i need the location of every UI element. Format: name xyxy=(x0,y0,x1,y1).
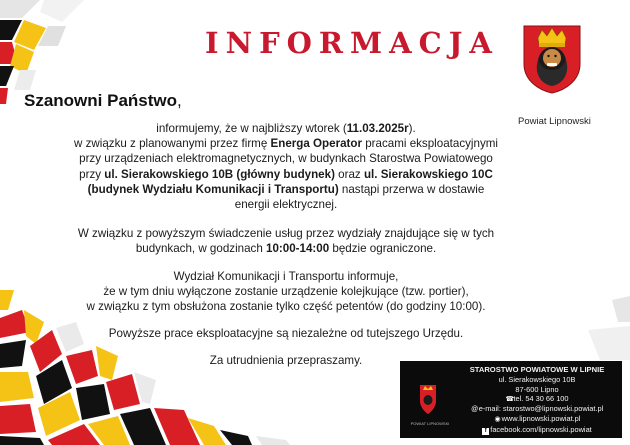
address-second-building: ul. Sierakowskiego 10C xyxy=(363,167,493,181)
greeting xyxy=(24,91,182,111)
paragraph-5: Za utrudnienia przepraszamy. xyxy=(209,354,363,368)
p1-line5-b: nastąpi przerwa w dostawie xyxy=(338,182,485,196)
contact-box xyxy=(400,361,622,438)
coat-of-arms-icon xyxy=(522,24,582,94)
paragraph-2 xyxy=(30,226,542,256)
mosaic-top-left xyxy=(0,0,84,104)
office-email[interactable]: e-mail: starostwo@lipnowski.powiat.pl xyxy=(478,404,604,414)
announcement-body xyxy=(30,121,542,369)
facebook-icon: f xyxy=(482,428,489,435)
second-building-description: (budynek Wydziału Komunikacji i Transportu) xyxy=(87,182,339,196)
office-postal: 87-600 Lipno xyxy=(515,384,559,394)
paragraph-1 xyxy=(30,121,542,212)
county-logo-icon xyxy=(408,383,448,417)
office-website[interactable]: www.lipnowski.powiat.pl xyxy=(501,414,581,424)
crest-caption: Powiat Lipnowski xyxy=(518,116,591,127)
p1-line4-b: oraz xyxy=(334,167,364,181)
greeting-text: Szanowni Państwo xyxy=(24,91,178,110)
office-website-row xyxy=(456,414,618,424)
phone-icon: ☎ xyxy=(505,395,515,403)
county-logo-text: POWIAT LIPNOWSKI xyxy=(410,421,450,426)
page-title: INFORMACJA xyxy=(205,26,499,60)
p1-line1-b: ). xyxy=(408,122,416,135)
outage-hours: 10:00-14:00 xyxy=(266,242,330,256)
p1-line6: energii elektrycznej. xyxy=(234,198,338,212)
at-sign-icon: @ xyxy=(471,406,479,414)
p1-line3: przy urządzeniach elektromagnetycznych, w budynkach Starostwa Powiatowego xyxy=(79,152,493,166)
office-facebook[interactable]: facebook.com/lipnowski.powiat xyxy=(490,424,592,434)
paragraph-4: Powyższe prace eksploatacyjne są niezależne od tutejszego Urzędu. xyxy=(108,327,464,341)
mosaic-bottom-right xyxy=(588,296,630,360)
outage-date: 11.03.2025r xyxy=(346,122,409,135)
p3-line3: w związku z tym obsłużona zostanie tylko część petentów (do godziny 10:00). xyxy=(86,300,486,314)
p1-line2-a: w związku z planowanymi przez firmę xyxy=(74,137,271,151)
globe-icon: ◉ xyxy=(494,416,501,424)
p3-line2: że w tym dniu wyłączone zostanie urządzenie kolejkujące (tzw. portier), xyxy=(103,284,469,298)
greeting-comma: , xyxy=(177,91,182,110)
contact-details xyxy=(456,365,618,435)
office-phone-row xyxy=(456,394,618,404)
p1-line1-a: informujemy, że w najbliższy wtorek ( xyxy=(156,122,347,135)
office-phone: tel. 54 30 66 100 xyxy=(513,393,569,403)
office-name: STAROSTWO POWIATOWE W LIPNIE xyxy=(469,365,605,374)
office-facebook-row xyxy=(456,425,618,435)
p2-line1: W związku z powyższym świadczenie usług przez wydziały znajdujące się w tych xyxy=(77,227,495,241)
p2-line2-a: budynkach, w godzinach xyxy=(135,242,267,256)
p2-line2-b: będzie ograniczone. xyxy=(329,242,437,256)
office-street: ul. Sierakowskiego 10B xyxy=(498,375,576,385)
p1-line2-b: pracami eksploatacyjnymi xyxy=(362,137,498,151)
company-name: Energa Operator xyxy=(270,137,363,151)
office-email-row xyxy=(456,404,618,414)
paragraph-3 xyxy=(30,269,542,315)
p3-line1: Wydział Komunikacji i Transportu informuje, xyxy=(173,269,399,283)
address-main-building: ul. Sierakowskiego 10B (główny budynek) xyxy=(104,167,335,181)
p1-line4-a: przy xyxy=(79,167,105,181)
